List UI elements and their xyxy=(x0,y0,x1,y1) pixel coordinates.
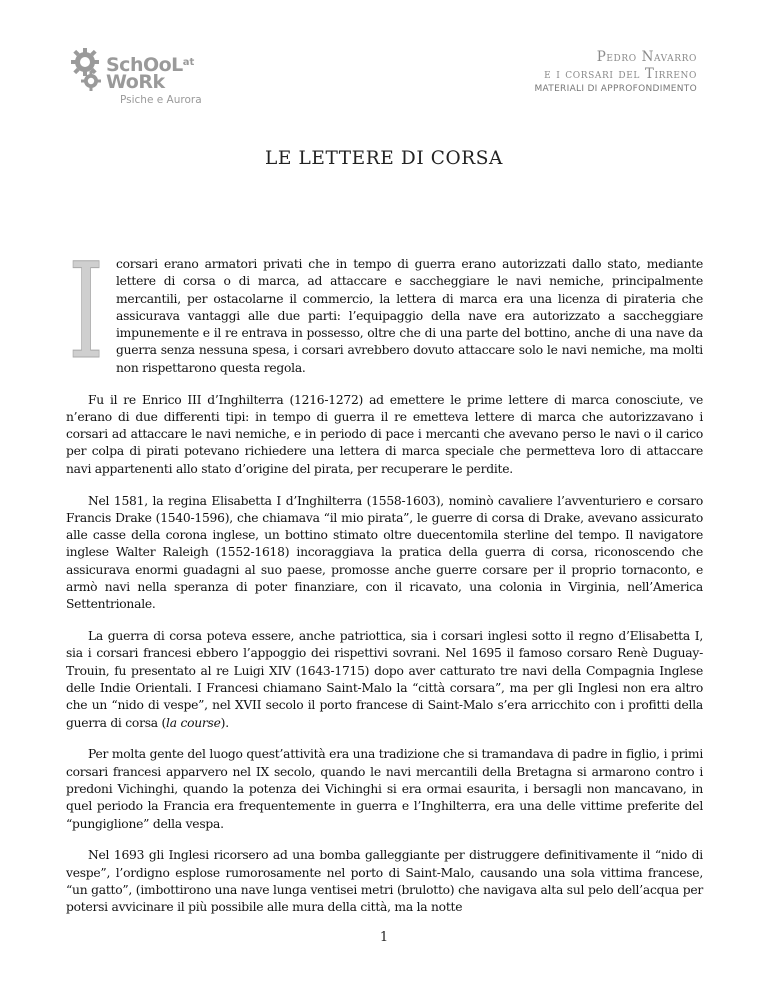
logo-text-work: WoRk xyxy=(106,71,165,93)
page-title: LE LETTERE DI CORSA xyxy=(264,148,503,169)
header-series-title xyxy=(397,49,697,94)
svg-text:I: I xyxy=(68,235,104,389)
body-text xyxy=(66,235,703,931)
logo-text-school: SchOoL$^{at}$ xyxy=(106,54,195,76)
italic-la-course: la course xyxy=(166,715,221,730)
logo-text-at: at xyxy=(182,57,195,68)
gear-icon xyxy=(68,48,108,92)
series-title-line1: Pedro Navarro xyxy=(596,49,697,65)
series-title-line2: e i corsari del Tirreno xyxy=(544,66,697,82)
paragraph-2: Fu il re Enrico III d’Inghilterra (1216-1272) ad emettere le prime lettere di marca conosciute, ve n’erano di due differenti tipi: in tempo di guerra il re emetteva lettere di marca che autorizzavano i corsari ad attaccare le navi nemiche, e in periodo di pace i mercanti che avevano perso le navi o il carico per colpa di pirati potevano richiedere una lettera di marca speciale che permetteva loro di attaccare navi appartenenti allo stato d’origine del pirata, per recuperare le perdite. xyxy=(66,392,703,476)
school-at-work-logo xyxy=(68,48,208,114)
paragraph-3: Nel 1581, la regina Elisabetta I d’Inghilterra (1558-1603), nominò cavaliere l’avventuriero e corsaro Francis Drake (1540-1596), che chiamava “il mio pirata”, le guerre di corsa di Drake, avevano assicurato alle casse della corona inglese, un bottino stimato oltre duecentomila sterline del tempo. Il navigatore inglese Walter Raleigh (1552-1618) incoraggiava la pratica della guerra di corsa, riconoscendo che assicurava enormi guadagni al suo paese, promosse anche guerre corsare per il proprio tornaconto, e armò navi nella speranza di poter finanziare, con il ricavato, una colonia in Virginia, nell’America Settentrionale. xyxy=(66,493,703,612)
paragraph-1: I corsari erano armatori privati che in tempo di guerra erano autorizzati dallo stato, mediante lettere di corsa o di marca, ad attaccare e saccheggiare le navi nemiche, principalmente mercantili, per ostacolarne il commercio, la lettera di marca era una licenza di pirateria che assicurava vantaggi alle due parti: l’equipaggio della nave era autorizzato a saccheggiare impunemente e il re entrava in possesso, oltre che di una parte del bottino, anche di una nave da guerra senza nessuna spesa, i corsari avrebbero dovuto attaccare solo le navi nemiche, ma molti non rispettarono questa regola. xyxy=(68,235,703,389)
series-subtitle: MATERIALI DI APPROFONDIMENTO xyxy=(534,84,697,94)
page-number: 1 xyxy=(379,930,389,945)
dropcap-letter xyxy=(66,235,106,389)
paragraph-4: La guerra di corsa poteva essere, anche patriottica, sia i corsari inglesi sotto il regno d’Elisabetta I, sia i corsari francesi ebbero l’appoggio dei rispettivi sovrani. Nel 1695 il famoso corsaro Renè Duguay-Trouin, fu presentato al re Luigi XIV (1643-1715) dopo aver catturato tre navi della Compagnia Inglese delle Indie Orientali. I Francesi chiamano Saint-Malo la “città corsara”, ma per gli Inglesi non era altro che un “nido di vespe”, nel XVII secolo il porto francese di Saint-Malo s’era arricchito con i profitti della guerra di corsa (la course). xyxy=(66,629,703,730)
paragraph-6: Nel 1693 gli Inglesi ricorsero ad una bomba galleggiante per distruggere definitivamente il “nido di vespe”, l’ordigno esplose rumorosamente nel porto di Saint-Malo, causando una sola vittima francese, “un gatto”, (imbottirono una nave lunga ventisei metri (brulotto) che navigava alta sul pelo dell’acqua per potersi avvicinare il più possibile alle mura della città, ma la notte xyxy=(66,848,703,915)
logo-subtitle: Psiche e Aurora xyxy=(120,94,202,106)
paragraph-5: Per molta gente del luogo quest’attività era una tradizione che si tramandava di padre in figlio, i primi corsari francesi apparvero nel IX secolo, quando le navi mercantili della Bretagna si armarono contro i predoni Vichinghi, quando la potenza dei Vichinghi si era ormai esaurita, i bersagli non mancavano, in quel periodo la Francia era frequentemente in guerra e l’Inghilterra, era una delle vittime preferite del “pungiglione” della vespa. xyxy=(66,747,703,831)
